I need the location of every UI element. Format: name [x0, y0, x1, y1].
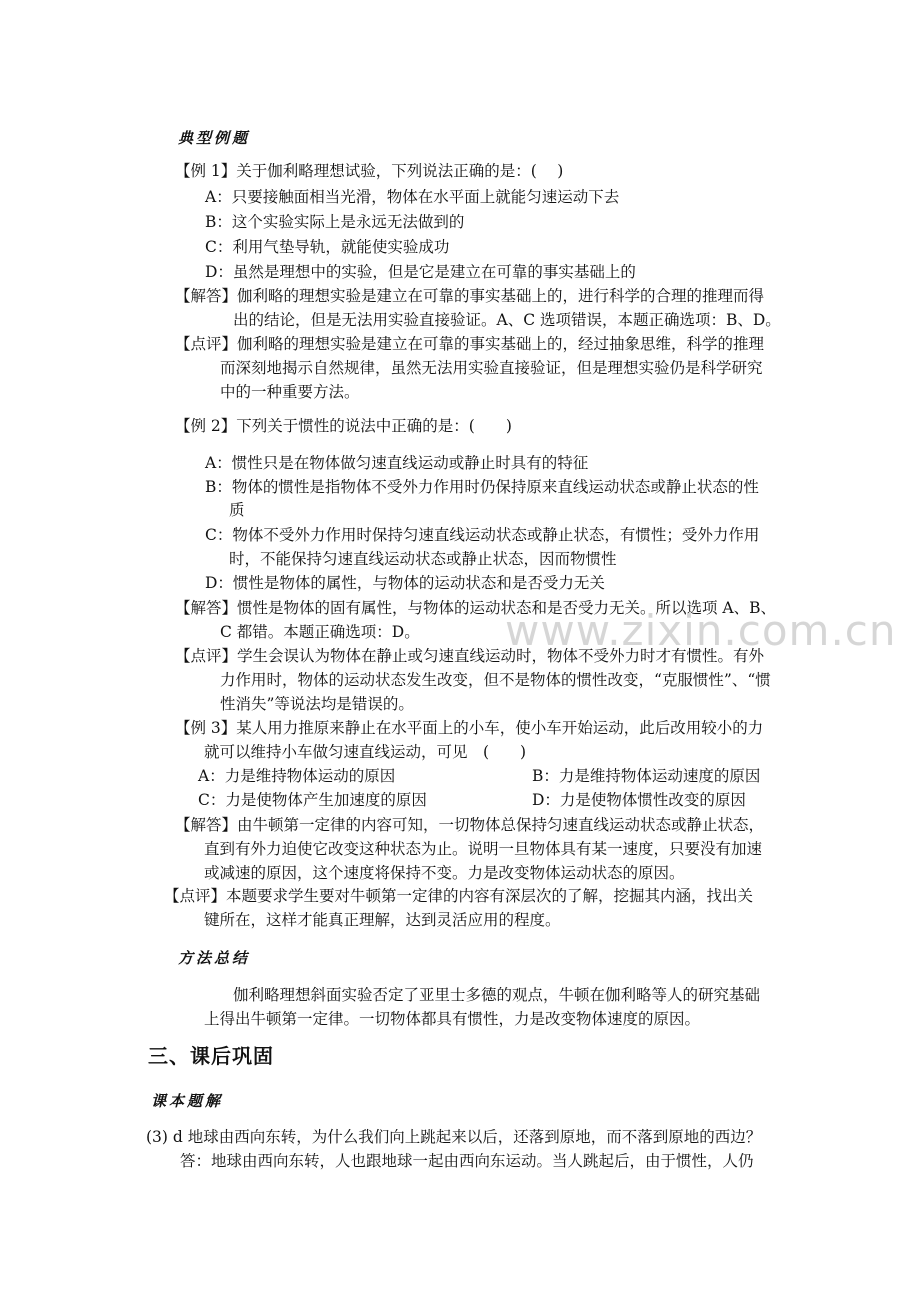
example2-option-c-line2: 时，不能保持匀速直线运动状态或静止状态，因而物惯性	[229, 550, 617, 568]
example1-option-b: B：这个实验实际上是永远无法做到的	[205, 213, 465, 231]
example3-comment-line2: 键所在，这样才能真正理解，达到灵活应用的程度。	[204, 911, 561, 929]
summary-line2: 上得出牛顿第一定律。一切物体都具有惯性，力是改变物体速度的原因。	[204, 1010, 701, 1028]
example3-option-c: C：力是使物体产生加速度的原因	[198, 791, 427, 809]
textbook-answer: 答：地球由西向东转，人也跟地球一起由西向东运动。当人跳起后，由于惯性，人仍	[180, 1152, 754, 1170]
example3-question-line2: 就可以维持小车做匀速直线运动，可见 ( )	[204, 743, 527, 761]
section-heading-typical-examples: 典型例题	[178, 129, 251, 147]
example1-answer-line2: 出的结论，但是无法用实验直接验证。A、C 选项错误，本题正确选项：B、D。	[233, 311, 781, 329]
example1-option-c: C：利用气垫导轨，就能使实验成功	[205, 238, 450, 256]
section-heading-after-class: 三、课后巩固	[148, 1044, 274, 1068]
example1-option-d: D：虽然是理想中的实验，但是它是建立在可靠的事实基础上的	[205, 263, 636, 281]
example3-option-b: B：力是维持物体运动速度的原因	[532, 767, 761, 785]
section-heading-method-summary: 方法总结	[178, 949, 251, 967]
example1-option-a: A：只要接触面相当光滑，物体在水平面上就能匀速运动下去	[205, 188, 620, 206]
example1-question: 【例 1】关于伽利略理想试验，下列说法正确的是：( )	[175, 162, 564, 180]
example2-comment-line2: 力作用时，物体的运动状态发生改变，但不是物体的惯性改变，“克服惯性”、“惯	[220, 671, 771, 689]
example2-comment-line1: 【点评】学生会误认为物体在静止或匀速直线运动时，物体不受外力时才有惯性。有外	[175, 647, 765, 665]
example3-answer-line3: 或减速的原因，这个速度将保持不变。力是改变物体运动状态的原因。	[204, 864, 685, 882]
example3-answer-line1: 【解答】由牛顿第一定律的内容可知，一切物体总保持匀速直线运动状态或静止状态，	[175, 816, 765, 834]
section-heading-textbook: 课本题解	[151, 1092, 224, 1110]
example1-answer-line1: 【解答】伽利略的理想实验是建立在可靠的事实基础上的，进行科学的合理的推理而得	[175, 287, 765, 305]
example2-question: 【例 2】下列关于惯性的说法中正确的是：( )	[175, 417, 512, 435]
example3-comment-line1: 【点评】本题要求学生要对牛顿第一定律的内容有深层次的了解，挖掘其内涵，找出关	[164, 887, 754, 905]
example1-comment-line1: 【点评】伽利略的理想实验是建立在可靠的事实基础上的，经过抽象思维，科学的推理	[175, 335, 765, 353]
example2-option-d: D：惯性是物体的属性，与物体的运动状态和是否受力无关	[205, 574, 605, 592]
example3-answer-line2: 直到有外力迫使它改变这种状态为止。说明一旦物体具有某一速度，只要没有加速	[204, 840, 763, 858]
example3-option-d: D：力是使物体惯性改变的原因	[532, 791, 746, 809]
example2-option-b-line1: B：物体的惯性是指物体不受外力作用时仍保持原来直线运动状态或静止状态的性	[205, 478, 759, 496]
example1-comment-line2: 而深刻地揭示自然规律，虽然无法用实验直接验证，但是理想实验仍是科学研究	[220, 359, 763, 377]
example3-option-a: A：力是维持物体运动的原因	[198, 767, 396, 785]
summary-line1: 伽利略理想斜面实验否定了亚里士多德的观点，牛顿在伽利略等人的研究基础	[233, 986, 761, 1004]
example2-option-b-line2: 质	[229, 501, 245, 519]
watermark: www.zixin.com.cn	[505, 606, 897, 655]
example2-answer-line1: 【解答】惯性是物体的固有属性，与物体的运动状态和是否受力无关。所以选项 A、B、	[175, 599, 777, 617]
textbook-question: (3) d 地球由西向东转，为什么我们向上跳起来以后，还落到原地，而不落到原地的西边？	[146, 1128, 762, 1146]
example2-comment-line3: 性消失”等说法均是错误的。	[220, 695, 414, 713]
example2-option-c-line1: C：物体不受外力作用时保持匀速直线运动状态或静止状态，有惯性；受外力作用	[205, 526, 760, 544]
example2-answer-line2: C 都错。本题正确选项：D。	[220, 623, 420, 641]
example1-comment-line3: 中的一种重要方法。	[220, 383, 360, 401]
example2-option-a: A：惯性只是在物体做匀速直线运动或静止时具有的特征	[205, 454, 589, 472]
example3-question-line1: 【例 3】某人用力推原来静止在水平面上的小车，使小车开始运动，此后改用较小的力	[175, 719, 764, 737]
